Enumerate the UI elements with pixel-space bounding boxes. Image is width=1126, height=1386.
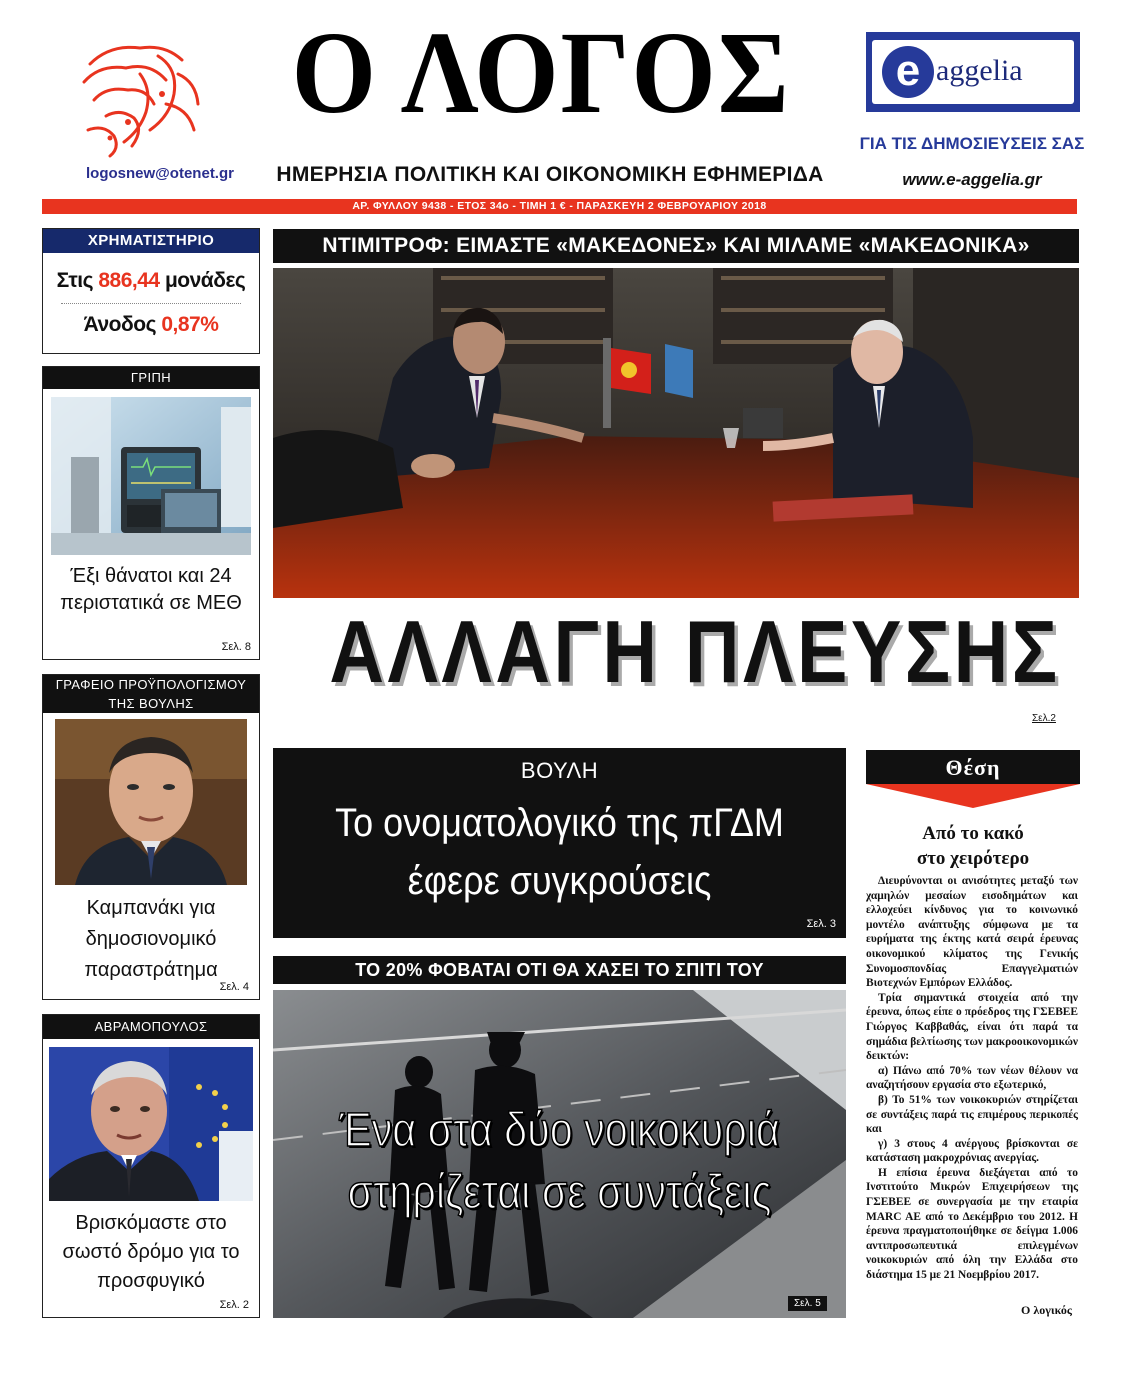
hospital-icu-photo — [51, 397, 251, 555]
main-headline[interactable]: ΑΛΛΑΓΗ ΠΛΕΥΣΗΣ — [329, 602, 1061, 701]
negotiation-meeting-photo — [273, 268, 1079, 598]
housing-title-line-2: στηρίζεται σε συντάξεις — [347, 1166, 772, 1219]
stock-change-line — [43, 313, 259, 337]
avramopoulos-story-box[interactable] — [42, 1014, 260, 1318]
eaggelia-e-icon: e — [882, 46, 934, 98]
editorial-paragraph: γ) 3 στους 4 ανέργους βρίσκονται σε κατάσταση μακροχρόνιας ανεργίας. — [866, 1137, 1078, 1165]
parliament-story-box[interactable] — [273, 748, 846, 938]
main-headline-page-ref: Σελ.2 — [1032, 713, 1056, 724]
stock-market-header: ΧΡΗΜΑΤΙΣΤΗΡΙΟ — [43, 229, 259, 253]
newspaper-title: Ο ΛΟΓΟΣ — [291, 7, 791, 138]
stock-index-line — [43, 269, 259, 293]
flu-story-header: ΓΡΙΠΗ — [43, 367, 259, 389]
editorial-title[interactable] — [866, 821, 1080, 871]
eaggelia-ad-logo[interactable] — [866, 32, 1080, 112]
eaggelia-logo-word: aggelia — [936, 54, 1023, 87]
housing-story-title[interactable] — [313, 1100, 806, 1224]
stock-market-box — [42, 228, 260, 354]
stock-divider — [61, 303, 241, 304]
flu-page-ref: Σελ. 8 — [221, 641, 251, 653]
editorial-body — [866, 874, 1078, 1283]
budget-office-story-box[interactable] — [42, 674, 260, 1000]
stock-index-prefix: Στις — [56, 269, 99, 292]
editorial-paragraph: Τρία σημαντικά στοιχεία από την έρευνα, όπως είπε ο πρόεδρος της ΓΣΕΒΕΕ Γιώργος Καββαθάς, είναι ότι παρά τα σημάδια βελτίωσης των μακροοικονομικών δεικτών: — [866, 991, 1078, 1063]
editorial-signature: Ο λογικός — [1021, 1303, 1072, 1317]
flu-story-text: Έξι θάνατοι και 24 περιστατικά σε ΜΕΘ — [60, 565, 242, 614]
budget-office-story-text: Καμπανάκι για δημοσιονομικό παραστράτημα — [84, 897, 218, 981]
avramopoulos-page-ref: Σελ. 2 — [219, 1299, 249, 1311]
newspaper-logo-illustration — [70, 34, 210, 162]
eaggelia-url[interactable]: www.e-aggelia.gr — [902, 170, 1042, 189]
editorial-section-tab — [866, 750, 1080, 808]
housing-page-ref: Σελ. 5 — [788, 1296, 827, 1311]
lead-story-banner[interactable]: ΝΤΙΜΙΤΡΟΦ: ΕΙΜΑΣΤΕ «ΜΑΚΕΔΟΝΕΣ» ΚΑΙ ΜΙΛΑΜΕ «ΜΑΚΕΔΟΝΙΚΑ» — [273, 229, 1079, 263]
contact-email[interactable]: logosnew@otenet.gr — [86, 165, 234, 182]
stock-index-value: 886,44 — [98, 269, 160, 292]
flu-story-box[interactable] — [42, 366, 260, 660]
editorial-paragraph: Η επίσια έρευνα διεξάγεται από το Ινστιτούτο Μικρών Επιχειρήσεων της ΓΣΕΒΕΕ σε συνεργασία με την εταιρία MARC AE από το Δεκέμβριο του 2012. Η έρευνα πραγματοποιήθηκε σε δείγμα 1.006 αντιπροσωπευτικά επιλεγμένων νοικοκυριών από όλη την Ελλάδα στο διάστημα 15 με 21 Νοεμβρίου 2017. — [866, 1166, 1078, 1282]
avramopoulos-portrait — [49, 1047, 253, 1201]
editorial-tab-label: Θέση — [945, 755, 1001, 780]
parliament-page-ref: Σελ. 3 — [806, 918, 836, 930]
editorial-title-line-2: στο χειρότερο — [916, 848, 1030, 869]
stock-change-prefix: Άνοδος — [83, 313, 162, 336]
budget-page-ref: Σελ. 4 — [219, 981, 249, 993]
parliament-story-title — [302, 794, 818, 910]
parliament-kicker: ΒΟΥΛΗ — [520, 758, 599, 783]
stock-index-suffix: μονάδες — [159, 269, 246, 292]
budget-official-portrait — [55, 719, 247, 885]
budget-office-header: ΓΡΑΦΕΙΟ ΠΡΟΫΠΟΛΟΓΙΣΜΟΥ ΤΗΣ ΒΟΥΛΗΣ — [43, 675, 259, 713]
eaggelia-tagline: ΓΙΑ ΤΙΣ ΔΗΜΟΣΙΕΥΣΕΙΣ ΣΑΣ — [859, 134, 1085, 153]
housing-story-banner[interactable]: ΤΟ 20% ΦΟΒΑΤΑΙ ΟΤΙ ΘΑ ΧΑΣΕΙ ΤΟ ΣΠΙΤΙ ΤΟΥ — [273, 956, 846, 984]
editorial-paragraph: Διευρύνονται οι ανισότητες μεταξύ των χαμηλών μεσαίων εισοδημάτων και ελλοχεύει κίνδυνος για το κοινωνικό μοντέλο ανάπτυξης σύμφωνα με τα ευρήματα της έκτης κατά σειρά έρευνας οικονομικού κλίματος της Γενικής Συνομοσπονδίας Επαγγελματιών Βιοτεχνών Εμπόρων Ελλάδος. — [866, 875, 1078, 990]
editorial-title-line-1: Από το κακό — [922, 823, 1024, 844]
avramopoulos-header: ΑΒΡΑΜΟΠΟΥΛΟΣ — [43, 1015, 259, 1039]
housing-title-line-1: Ένα στα δύο νοικοκυριά — [339, 1104, 780, 1157]
avramopoulos-story-text: Βρισκόμαστε στο σωστό δρόμο για το προσφυγικό — [62, 1212, 240, 1292]
issue-info-bar: ΑΡ. ΦΥΛΛΟΥ 9438 - ΕΤΟΣ 34ο - ΤΙΜΗ 1 € - ΠΑΡΑΣΚΕΥΗ 2 ΦΕΒΡΟΥΑΡΙΟΥ 2018 — [42, 199, 1077, 214]
parliament-title-line-2: έφερε συγκρούσεις — [407, 859, 712, 903]
editorial-paragraph: α) Πάνω από 70% των νέων θέλουν να αναζητήσουν εργασία στο εξωτερικό, — [866, 1064, 1078, 1092]
editorial-paragraph: β) Το 51% των νοικοκυριών στηρίζεται σε συντάξεις παρά τις επιμέρους περικοπές και — [866, 1093, 1078, 1136]
newspaper-subtitle: ΗΜΕΡΗΣΙΑ ΠΟΛΙΤΙΚΗ ΚΑΙ ΟΙΚΟΝΟΜΙΚΗ ΕΦΗΜΕΡΙΔΑ — [276, 163, 824, 186]
parliament-title-line-1: Το ονοματολογικό της πΓΔΜ — [335, 801, 784, 845]
eaggelia-logo-plate — [872, 40, 1074, 104]
stock-change-value: 0,87% — [161, 313, 219, 336]
